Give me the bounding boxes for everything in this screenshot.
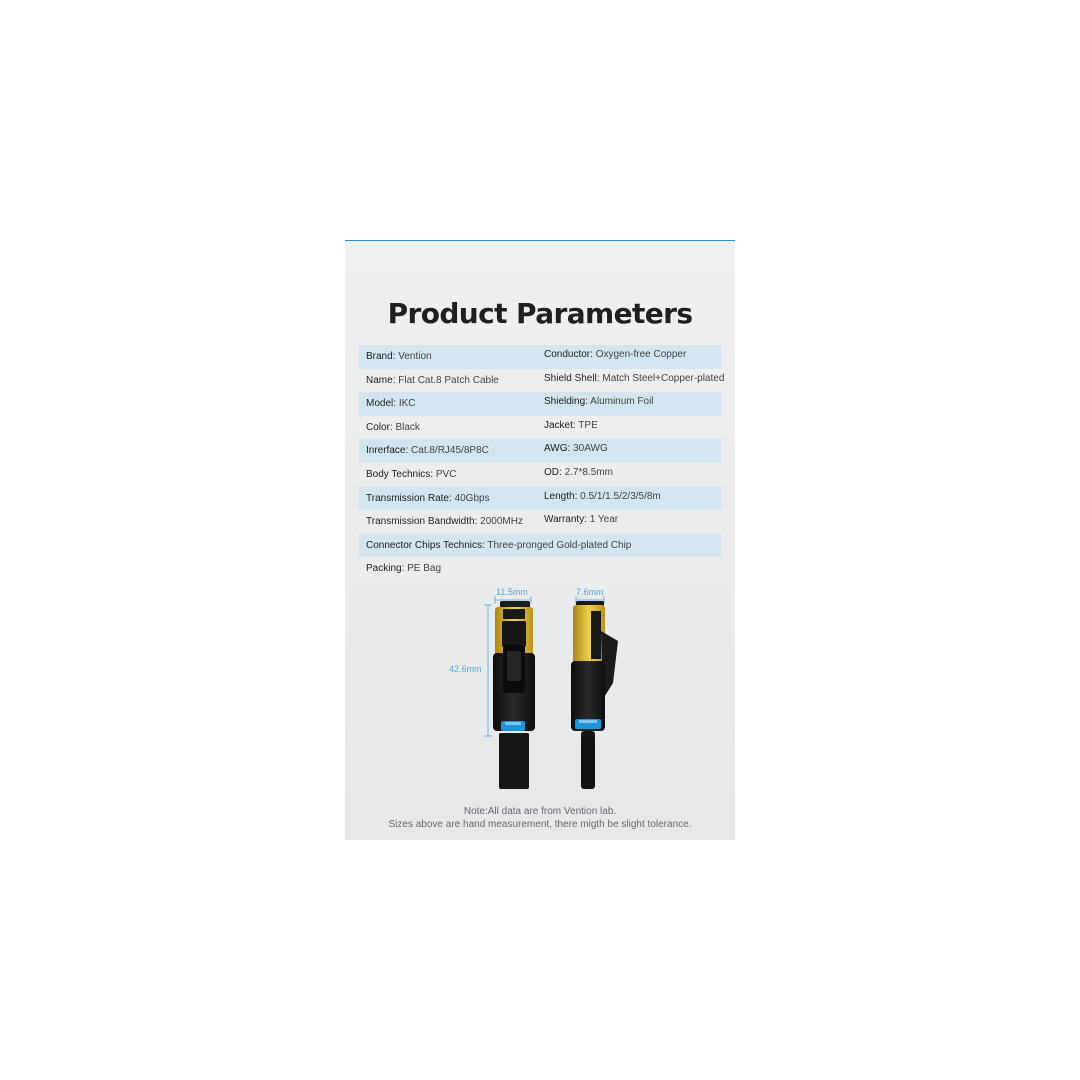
table-row: Transmission Rate: 40Gbps Length: 0.5/1/1.5/2/3/5/8m <box>359 487 721 511</box>
param-key: Shielding <box>544 396 586 408</box>
param-key: Inrerface <box>366 445 406 457</box>
note-line-1: Note:All data are from Vention lab. <box>463 806 617 817</box>
param-key: Conductor <box>544 349 591 360</box>
cable-dimension-illustration <box>345 581 735 796</box>
table-row: Color: Black Jacket: TPE <box>366 419 598 433</box>
disclaimer-note <box>345 806 735 831</box>
height-dimension-line <box>484 605 492 736</box>
round-connector-side-view <box>571 601 618 789</box>
page-title: Product Parameters <box>387 297 693 330</box>
param-value: Vention <box>398 351 432 362</box>
param-key: Transmission Bandwidth <box>366 516 475 528</box>
param-value: 2000MHz <box>480 516 523 528</box>
param-value: Aluminum Foil <box>590 396 654 408</box>
param-value: 40Gbps <box>454 492 490 504</box>
height-dimension-label: 42.6mm <box>449 664 482 674</box>
param-value: Three-pronged Gold-plated Chip <box>487 539 632 551</box>
param-value: 0.5/1/1.5/2/3/5/8m <box>580 490 661 502</box>
table-row: Name: Flat Cat.8 Patch Cable Shield Shell: Match Steel+Copper-plated <box>366 372 725 386</box>
parameters-table <box>359 345 725 581</box>
param-value: PVC <box>435 468 457 480</box>
width-dimension-label: 11.5mm <box>496 587 528 597</box>
param-key: Color <box>366 421 390 433</box>
table-row: Model: IKC Shielding: Aluminum Foil <box>359 392 721 416</box>
param-value: TPE <box>578 419 598 431</box>
table-row: Connector Chips Technics: Three-pronged Gold-plated Chip <box>359 534 721 558</box>
table-row: Transmission Bandwidth: 2000MHz Warranty: 1 Year <box>366 514 619 528</box>
param-value: 1 Year <box>589 514 619 526</box>
note-line-2: Sizes above are hand measurement, there migth be slight tolerance. <box>388 818 692 830</box>
param-value: Match Steel+Copper-plated <box>602 372 725 384</box>
param-key: Packing <box>366 563 402 575</box>
param-key: AWG <box>544 443 568 455</box>
param-key: OD <box>544 466 559 478</box>
param-key: Name <box>366 374 393 386</box>
param-key: Model <box>366 398 394 410</box>
thickness-dimension-label: 7.6mm <box>576 587 604 597</box>
param-key: Brand <box>366 351 393 362</box>
param-value: Oxygen-free Copper <box>595 349 687 360</box>
param-value: IKC <box>398 398 416 410</box>
param-key: Jacket <box>544 419 573 431</box>
param-key: Length <box>544 490 575 502</box>
product-parameters-card <box>345 240 735 840</box>
param-value: Black <box>395 421 420 433</box>
table-row: Packing: PE Bag <box>366 563 442 575</box>
table-row: Inrerface: Cat.8/RJ45/8P8C AWG: 30AWG <box>359 439 721 463</box>
table-row: Brand: Vention Conductor: Oxygen-free Copper <box>359 345 721 369</box>
table-row: Body Technics: PVC OD: 2.7*8.5mm <box>366 466 613 480</box>
param-key: Warranty <box>544 514 585 526</box>
param-value: PE Bag <box>407 563 442 575</box>
param-value: 2.7*8.5mm <box>564 466 613 478</box>
flat-connector-front-view <box>493 601 535 789</box>
param-key: Connector Chips Technics <box>366 539 482 551</box>
param-value: Cat.8/RJ45/8P8C <box>411 445 489 457</box>
param-value: 30AWG <box>573 443 608 455</box>
param-key: Body Technics <box>366 468 431 480</box>
param-value: Flat Cat.8 Patch Cable <box>398 374 499 386</box>
param-key: Shield Shell <box>544 372 597 384</box>
param-key: Transmission Rate <box>366 492 449 504</box>
